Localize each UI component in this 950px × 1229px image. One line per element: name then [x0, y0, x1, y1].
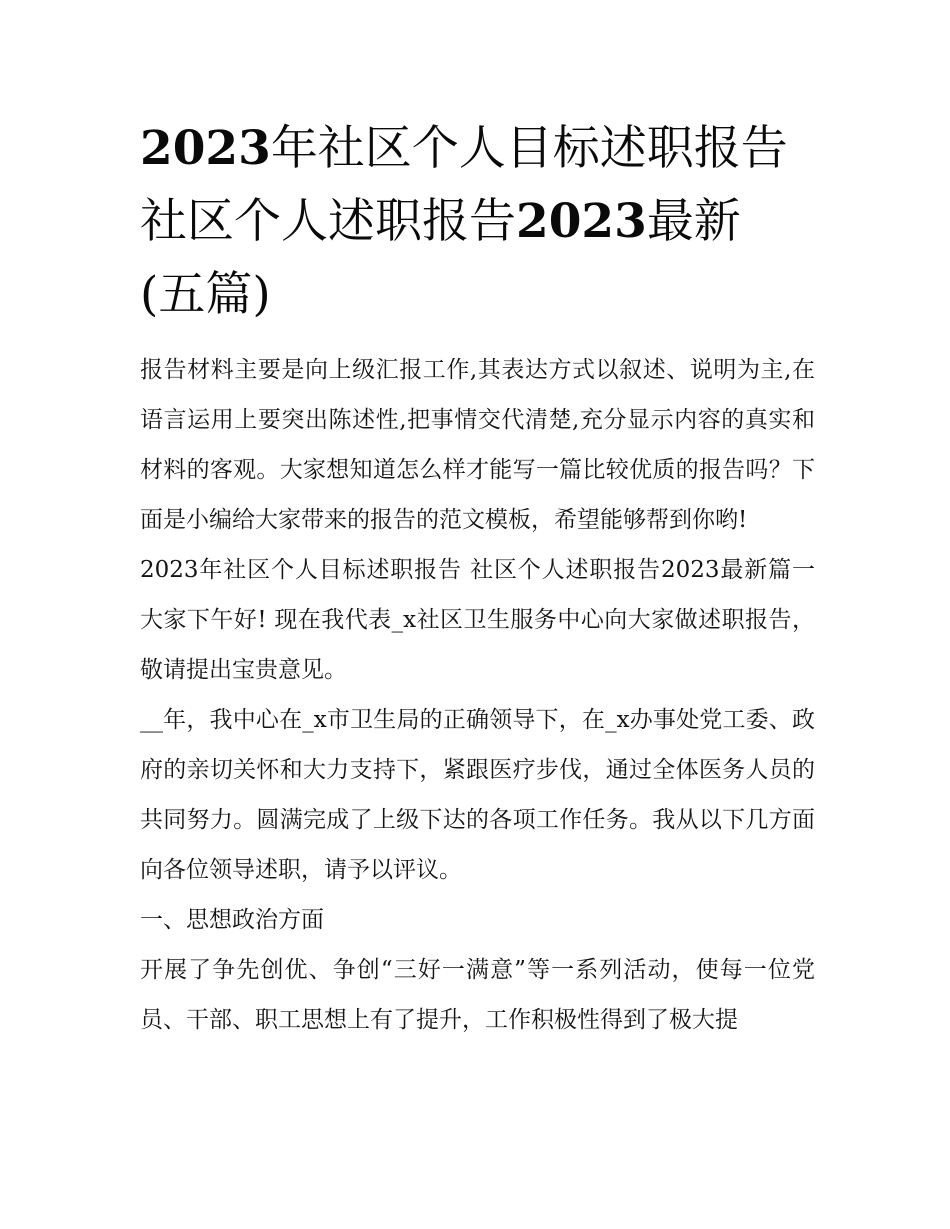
title-line2-c: 最新 [646, 194, 741, 249]
title-line3: (五篇) [140, 267, 271, 322]
title-line2-year: 2023 [516, 194, 647, 249]
title-line2-a: 社区个人述职报告 [140, 194, 516, 249]
document-body [140, 112, 815, 1045]
document-title [140, 112, 815, 331]
work-summary-paragraph: __年，我中心在_x市卫生局的正确领导下，在_x办事处党工委、政府的亲切关怀和大力支持下，紧跟医疗步伐，通过全体医务人员的共同努力。圆满完成了上级下达的各项工作任务。我从以下几方面向各位领导述职，请予以评议。 [140, 707, 815, 883]
intro-paragraph: 报告材料主要是向上级汇报工作,其表达方式以叙述、说明为主,在语言运用上要突出陈述性,把事情交代清楚,充分显示内容的真实和材料的客观。大家想知道怎么样才能写一篇比较优质的报告吗？下面是小编给大家带来的报告的范文模板，希望能够帮到你哟! [140, 357, 815, 533]
section-heading: 一、思想政治方面 [140, 907, 324, 933]
title-line1-text: 年社区个人目标述职报告 [270, 121, 788, 176]
title-year: 2023 [140, 121, 271, 176]
activities-paragraph: 开展了争先创优、争创“三好一满意”等一系列活动，使每一位党员、干部、职工思想上有了提升，工作积极性得到了极大提 [140, 957, 815, 1033]
section-intro-paragraph: 2023年社区个人目标述职报告 社区个人述职报告2023最新篇一 大家下午好! 现在我代表_x社区卫生服务中心向大家做述职报告，敬请提出宝贵意见。 [140, 557, 815, 683]
